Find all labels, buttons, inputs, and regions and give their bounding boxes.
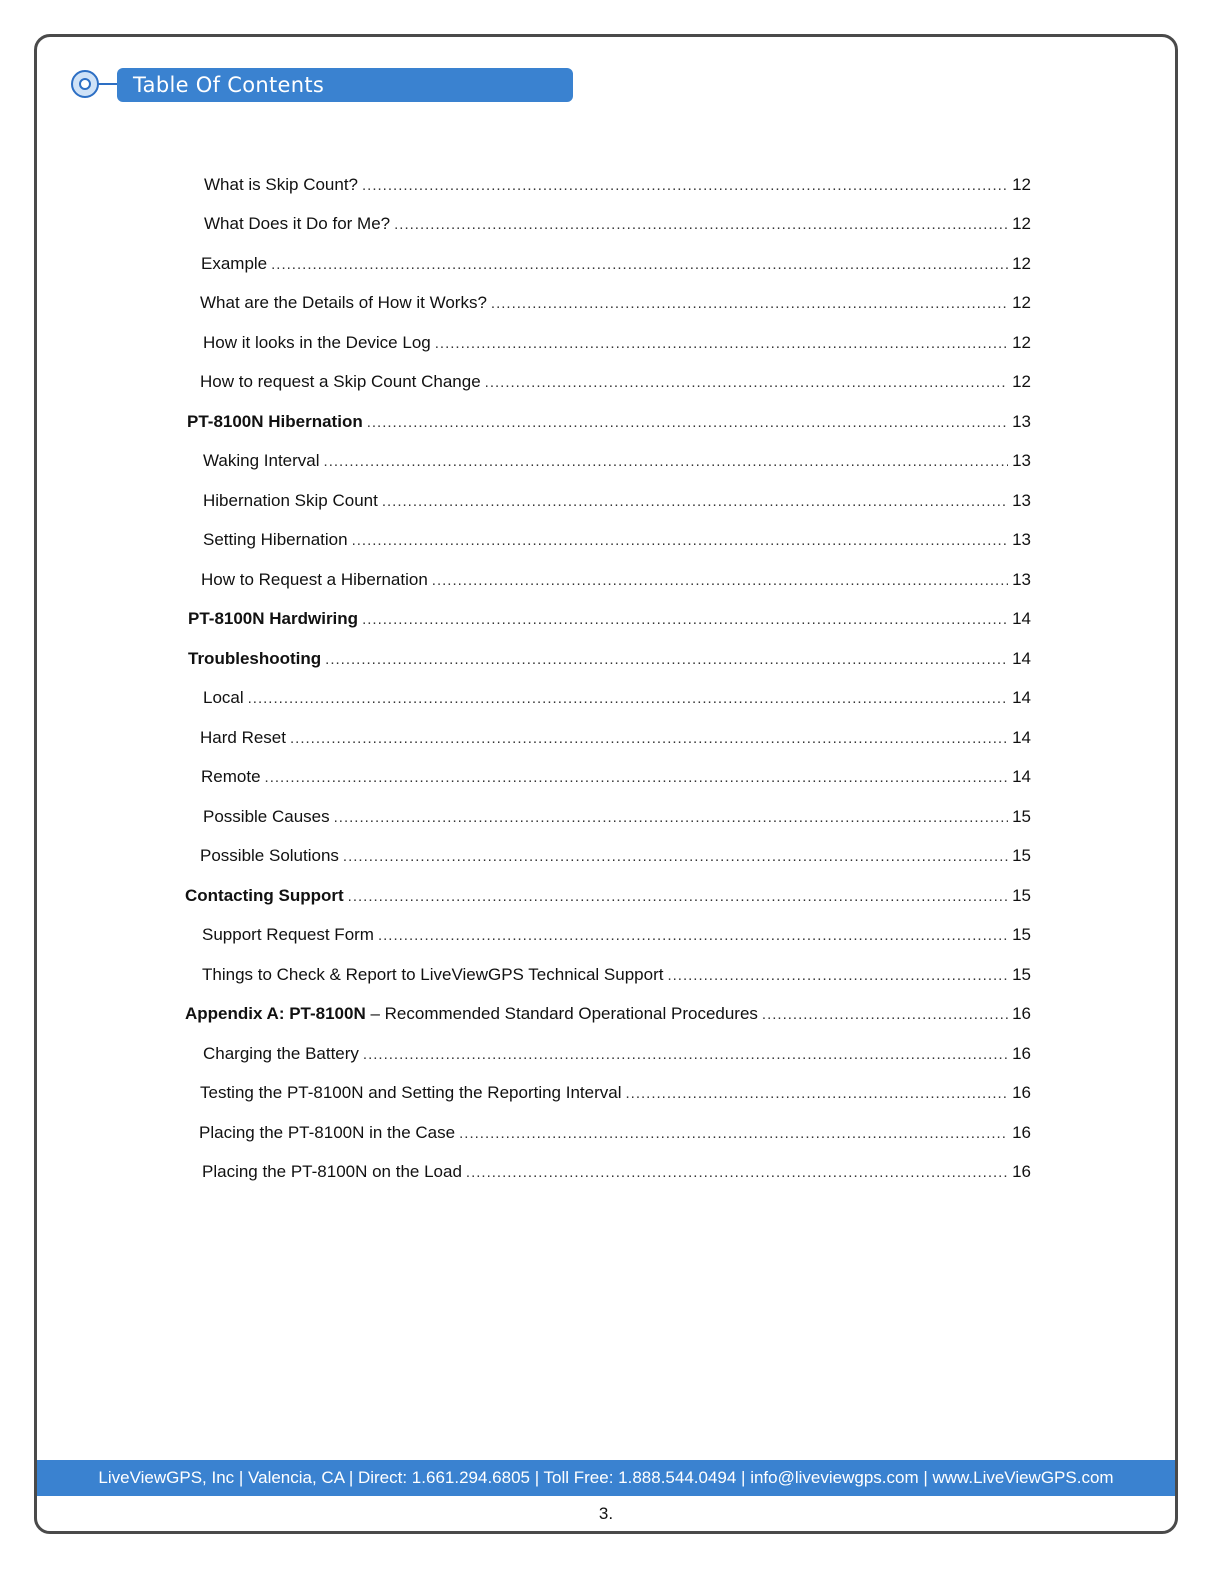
toc-entry-page: 14 bbox=[1012, 688, 1031, 707]
toc-entry-title: What Does it Do for Me? bbox=[204, 214, 391, 233]
toc-entry-page: 16 bbox=[1012, 1044, 1031, 1063]
toc-entry[interactable] bbox=[200, 725, 1031, 751]
toc-entry[interactable] bbox=[188, 606, 1031, 632]
dot-leader bbox=[459, 1121, 1008, 1147]
toc-entry-title: Things to Check & Report to LiveViewGPS Technical Support bbox=[202, 965, 664, 984]
toc-entry-page: 16 bbox=[1012, 1004, 1031, 1023]
dot-leader bbox=[625, 1081, 1008, 1107]
dot-leader bbox=[248, 686, 1008, 712]
footer-contact-bar bbox=[37, 1460, 1175, 1496]
toc-entry-title: Hard Reset bbox=[200, 728, 286, 747]
toc-entry-title: Setting Hibernation bbox=[203, 530, 348, 549]
toc-entry[interactable] bbox=[203, 448, 1031, 474]
toc-entry[interactable] bbox=[204, 172, 1031, 198]
toc-entry-page: 13 bbox=[1012, 491, 1031, 510]
toc-entry-title: Placing the PT-8100N on the Load bbox=[202, 1162, 462, 1181]
toc-entry-page: 14 bbox=[1012, 728, 1031, 747]
section-title: Table Of Contents bbox=[133, 73, 325, 97]
toc-entry[interactable] bbox=[203, 1041, 1031, 1067]
toc-entry-title: How to Request a Hibernation bbox=[201, 570, 428, 589]
toc-entry-title: Example bbox=[201, 254, 268, 273]
dot-leader bbox=[667, 963, 1008, 989]
toc-entry-title: Local bbox=[203, 688, 244, 707]
toc-entry[interactable] bbox=[203, 488, 1031, 514]
dot-leader bbox=[466, 1160, 1008, 1186]
toc-entry[interactable] bbox=[199, 1120, 1031, 1146]
dot-leader bbox=[762, 1002, 1008, 1028]
dot-leader bbox=[435, 331, 1008, 357]
dot-leader bbox=[290, 726, 1008, 752]
toc-entry[interactable] bbox=[202, 1159, 1031, 1185]
toc-entry[interactable] bbox=[200, 1080, 1031, 1106]
toc-entry-title: Charging the Battery bbox=[203, 1044, 359, 1063]
toc-entry-title: PT-8100N Hibernation bbox=[187, 412, 363, 431]
toc-entry[interactable] bbox=[200, 369, 1031, 395]
dot-leader bbox=[362, 607, 1008, 633]
toc-entry[interactable] bbox=[204, 211, 1031, 237]
dot-leader bbox=[343, 844, 1008, 870]
toc-entry[interactable] bbox=[200, 843, 1031, 869]
dot-leader bbox=[378, 923, 1008, 949]
dot-leader bbox=[324, 449, 1009, 475]
toc-entry-title: Waking Interval bbox=[203, 451, 320, 470]
toc-entry[interactable] bbox=[201, 567, 1031, 593]
toc-entry-page: 12 bbox=[1012, 175, 1031, 194]
dot-leader bbox=[363, 1042, 1008, 1068]
toc-entry-title-rest: – Recommended Standard Operational Procedures bbox=[365, 1004, 758, 1023]
toc-entry[interactable] bbox=[203, 330, 1031, 356]
table-of-contents bbox=[37, 37, 1178, 1237]
footer-contact-text: LiveViewGPS, Inc | Valencia, CA | Direct: 1.661.294.6805 | Toll Free: 1.888.544.0494 | info@liveviewgps.com | www.LiveViewGPS.com bbox=[98, 1468, 1114, 1487]
toc-entry-page: 15 bbox=[1012, 925, 1031, 944]
toc-entry-page: 13 bbox=[1012, 451, 1031, 470]
toc-entry[interactable] bbox=[185, 1001, 1031, 1027]
toc-entry-title: What are the Details of How it Works? bbox=[200, 293, 487, 312]
toc-entry-title: Support Request Form bbox=[202, 925, 374, 944]
toc-entry-page: 12 bbox=[1012, 214, 1031, 233]
toc-entry[interactable] bbox=[203, 804, 1031, 830]
page-frame bbox=[34, 34, 1178, 1534]
dot-leader bbox=[367, 410, 1008, 436]
toc-entry-page: 12 bbox=[1012, 293, 1031, 312]
toc-entry[interactable] bbox=[188, 646, 1031, 672]
dot-leader bbox=[491, 291, 1008, 317]
page-number: 3. bbox=[598, 1504, 614, 1523]
toc-entry[interactable] bbox=[200, 290, 1031, 316]
dot-leader bbox=[348, 884, 1008, 910]
toc-entry[interactable] bbox=[187, 409, 1031, 435]
toc-entry-page: 16 bbox=[1012, 1162, 1031, 1181]
toc-entry[interactable] bbox=[203, 527, 1031, 553]
toc-entry-title: Contacting Support bbox=[185, 886, 344, 905]
toc-entry-title: How to request a Skip Count Change bbox=[200, 372, 481, 391]
dot-leader bbox=[325, 647, 1008, 673]
toc-entry-page: 14 bbox=[1012, 649, 1031, 668]
dot-leader bbox=[362, 173, 1008, 199]
toc-entry-page: 15 bbox=[1012, 807, 1031, 826]
toc-entry-title: Hibernation Skip Count bbox=[203, 491, 378, 510]
toc-entry[interactable] bbox=[201, 251, 1031, 277]
dot-leader bbox=[352, 528, 1008, 554]
toc-entry-page: 12 bbox=[1012, 333, 1031, 352]
toc-entry-page: 16 bbox=[1012, 1083, 1031, 1102]
toc-entry-page: 14 bbox=[1012, 609, 1031, 628]
toc-entry-title: Possible Causes bbox=[203, 807, 330, 826]
toc-entry-page: 15 bbox=[1012, 846, 1031, 865]
toc-entry[interactable] bbox=[185, 883, 1031, 909]
toc-entry-page: 14 bbox=[1012, 767, 1031, 786]
toc-entry-title-bold: Appendix A: PT-8100N bbox=[185, 1004, 366, 1023]
toc-entry-title: Testing the PT-8100N and Setting the Reporting Interval bbox=[200, 1083, 622, 1102]
toc-entry-title: What is Skip Count? bbox=[204, 175, 359, 194]
toc-entry-page: 13 bbox=[1012, 570, 1031, 589]
toc-entry-page: 13 bbox=[1012, 412, 1031, 431]
toc-entry[interactable] bbox=[202, 962, 1031, 988]
toc-entry-title: Possible Solutions bbox=[200, 846, 339, 865]
toc-entry-title: Placing the PT-8100N in the Case bbox=[199, 1123, 456, 1142]
toc-entry-title bbox=[185, 1001, 758, 1027]
dot-leader bbox=[485, 370, 1008, 396]
dot-leader bbox=[394, 212, 1008, 238]
toc-entry-page: 15 bbox=[1012, 886, 1031, 905]
dot-leader bbox=[382, 489, 1008, 515]
dot-leader bbox=[334, 805, 1008, 831]
dot-leader bbox=[265, 765, 1009, 791]
toc-entry[interactable] bbox=[201, 764, 1031, 790]
toc-entry-title: Troubleshooting bbox=[188, 649, 322, 668]
toc-entry-page: 15 bbox=[1012, 965, 1031, 984]
dot-leader bbox=[432, 568, 1008, 594]
toc-entry-title: PT-8100N Hardwiring bbox=[188, 609, 359, 628]
toc-entry-page: 13 bbox=[1012, 530, 1031, 549]
toc-entry-title: How it looks in the Device Log bbox=[203, 333, 431, 352]
toc-entry-page: 16 bbox=[1012, 1123, 1031, 1142]
toc-entry-page: 12 bbox=[1012, 372, 1031, 391]
toc-entry-title: Remote bbox=[201, 767, 261, 786]
toc-entry-page: 12 bbox=[1012, 254, 1031, 273]
dot-leader bbox=[271, 252, 1008, 278]
toc-entry[interactable] bbox=[203, 685, 1031, 711]
toc-entry[interactable] bbox=[202, 922, 1031, 948]
